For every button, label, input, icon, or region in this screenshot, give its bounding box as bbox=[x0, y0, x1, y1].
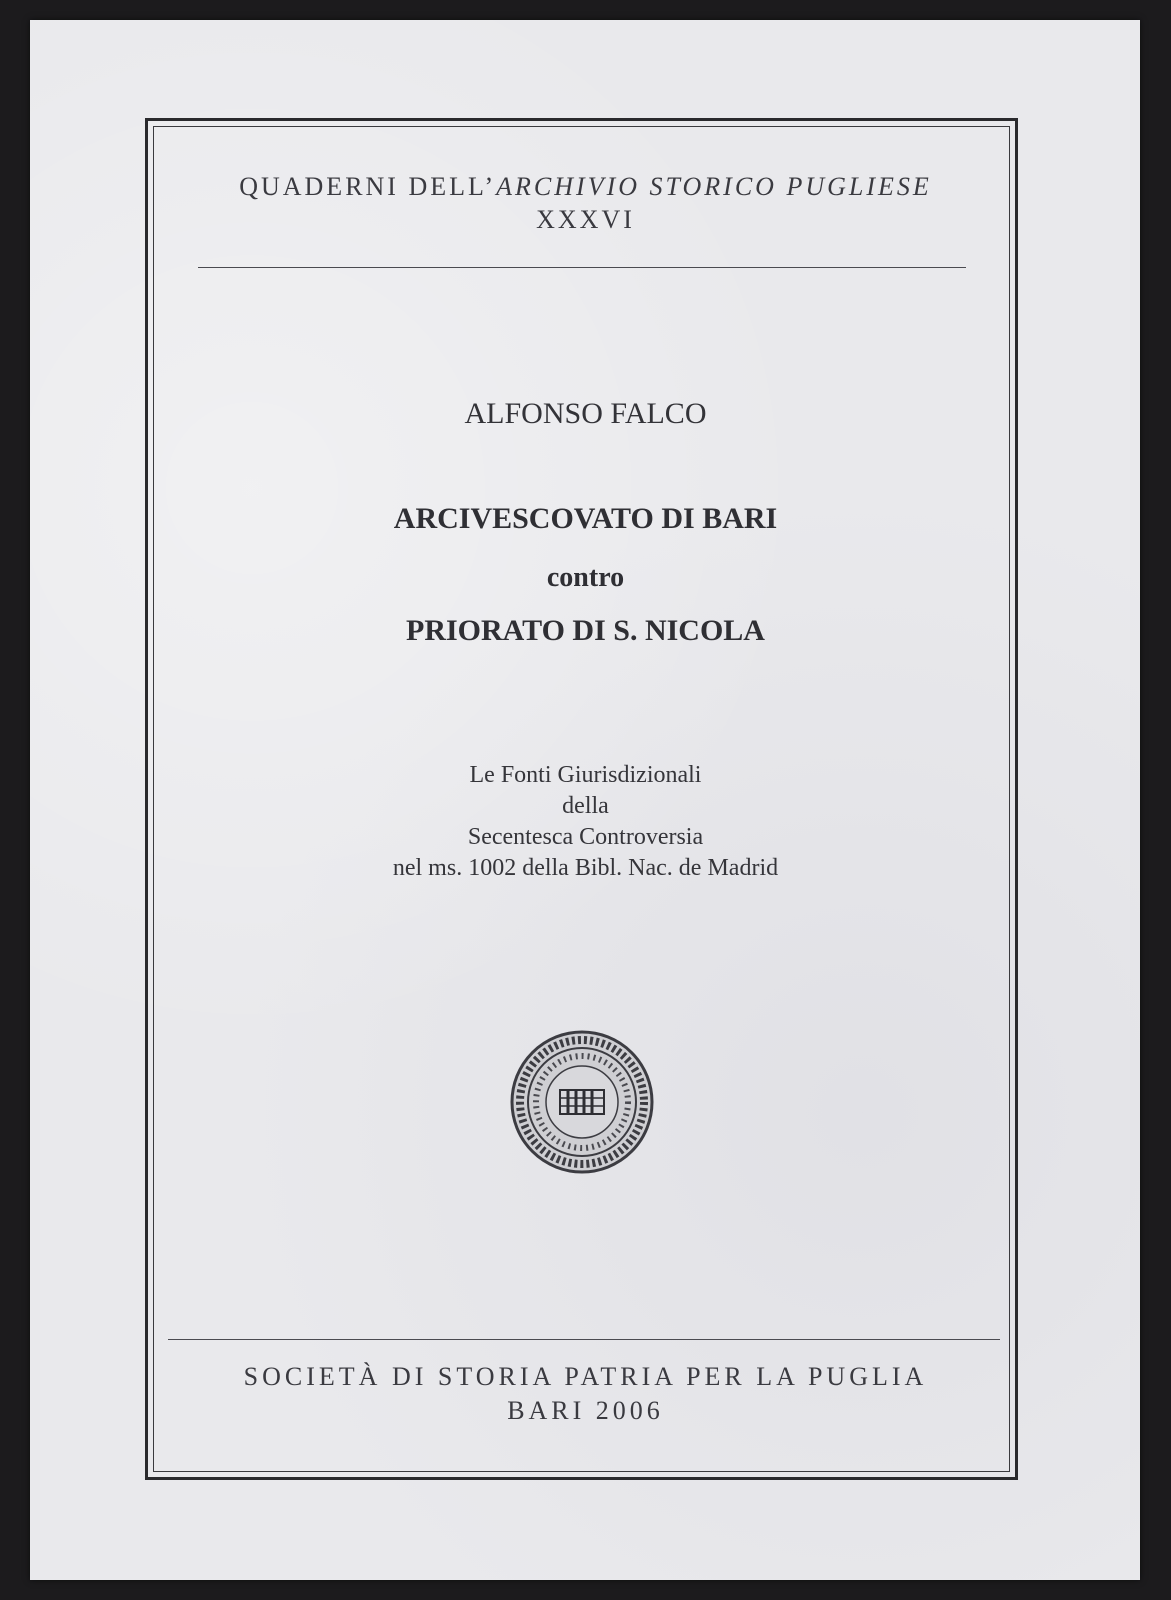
series-prefix: QUADERNI DELL’ bbox=[239, 172, 497, 201]
subtitle-line-1: Le Fonti Giurisdizionali bbox=[469, 762, 702, 788]
series-name: ARCHIVIO STORICO PUGLIESE bbox=[496, 172, 932, 201]
volume-number: XXXVI bbox=[536, 205, 635, 234]
publisher-name: SOCIETÀ DI STORIA PATRIA PER LA PUGLIA bbox=[243, 1362, 928, 1391]
title-line-1: ARCIVESCOVATO DI BARI bbox=[393, 502, 778, 535]
subtitle-line-4: nel ms. 1002 della Bibl. Nac. de Madrid bbox=[392, 855, 779, 881]
seal-emblem-icon bbox=[510, 1030, 654, 1174]
top-divider bbox=[198, 267, 966, 268]
subtitle-line-2: della bbox=[562, 793, 609, 819]
publication-place-year: BARI 2006 bbox=[507, 1396, 664, 1425]
title-line-3: PRIORATO DI S. NICOLA bbox=[406, 614, 765, 647]
bottom-divider bbox=[168, 1339, 1000, 1340]
author-name: ALFONSO FALCO bbox=[464, 397, 707, 430]
subtitle-line-3: Secentesca Controversia bbox=[467, 824, 704, 850]
title-line-2: contro bbox=[546, 562, 625, 593]
series-title bbox=[0, 172, 1171, 202]
